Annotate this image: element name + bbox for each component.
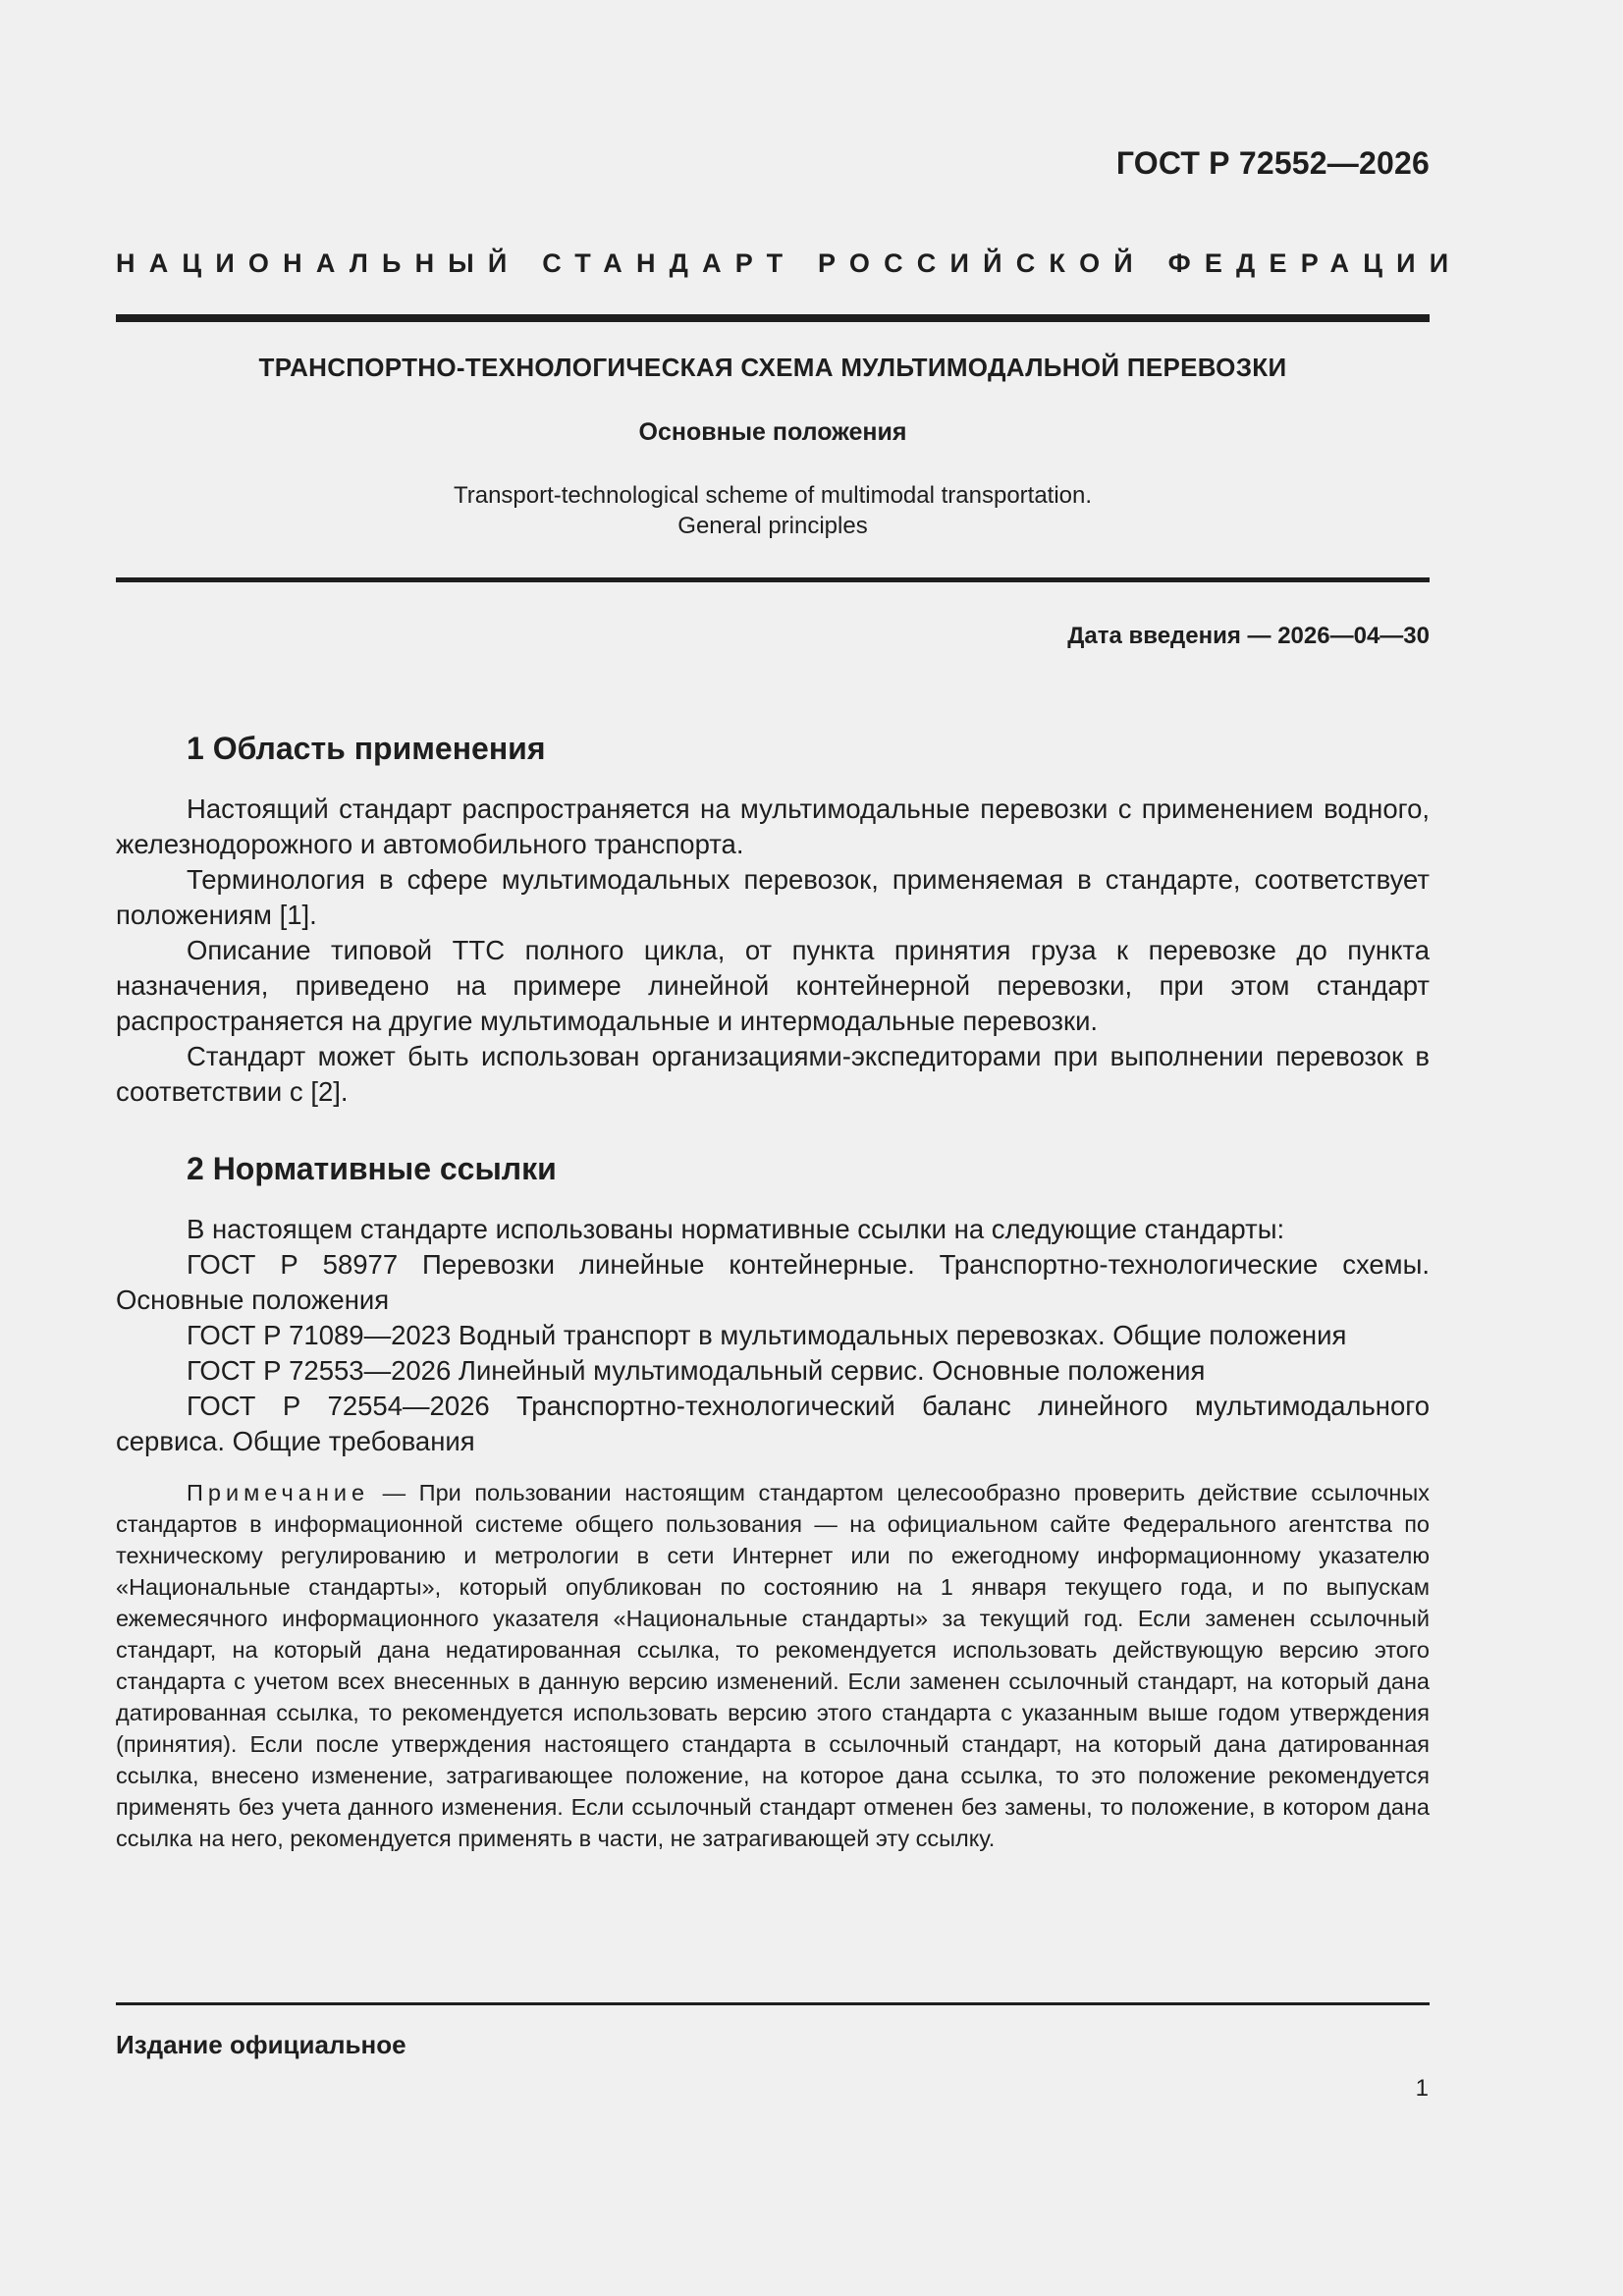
- document-subtitle: Основные положения: [638, 418, 907, 446]
- note-label: Примечание: [187, 1480, 370, 1505]
- reference-item: ГОСТ Р 72553—2026 Линейный мультимодальный сервис. Основные положения: [187, 1355, 1206, 1386]
- english-title-line1: Transport-technological scheme of multimodal transportation.: [453, 482, 1093, 509]
- section-2-intro: В настоящем стандарте использованы нормативные ссылки на следующие стандарты:: [187, 1214, 1285, 1244]
- note-text: — При пользовании настоящим стандартом целесообразно проверить действие ссылочных стандартов в информационной системе общего пользования — на официальном сайте Федерального агентства по техническому регулированию и метрологии в сети Интернет или по ежегодному информационному указателю «Национальные стандарты», который опубликован по состоянию на 1 января текущего года, и по выпускам ежемесячного информационного указателя «Национальные стандарты» за текущий год. Если заменен ссылочный стандарт, на который дана недатированная ссылка, то рекомендуется использовать действующую версию этого стандарта с учетом всех внесенных в данную версию изменений. Если заменен ссылочный стандарт, на который дана датированная ссылка, то рекомендуется использовать версию этого стандарта с указанным выше годом утверждения (принятия). Если после утверждения настоящего стандарта в ссылочный стандарт, на который дана датированная ссылка, внесено изменение, затрагивающее положение, на которое дана ссылка, то это положение рекомендуется применять без учета данного изменения. Если ссылочный стандарт отменен без замены, то положение, в котором дана ссылка на него, рекомендуется применять в части, не затрагивающей эту ссылку.: [116, 1480, 1430, 1851]
- reference-item: ГОСТ Р 72554—2026 Транспортно-технологический баланс линейного мультимодального сервиса. Общие требования: [116, 1391, 1430, 1456]
- top-thick-rule: [116, 314, 1430, 322]
- section-1-paragraph: Настоящий стандарт распространяется на мультимодальные перевозки с применением водного, железнодорожного и автомобильного транспорта.: [116, 793, 1430, 859]
- section-2-body: [116, 1212, 1430, 1459]
- section-1-heading: 1 Область применения: [187, 731, 546, 766]
- gost-number: ГОСТ Р 72552—2026: [1115, 145, 1430, 181]
- page-number: 1: [1415, 2075, 1429, 2102]
- title-bottom-rule: [116, 577, 1430, 582]
- section-1-paragraph: Описание типовой ТТС полного цикла, от пункта принятия груза к перевозке до пункта назначения, приведено на примере линейной контейнерной перевозки, при этом стандарт распространяется на другие мультимодальные и интермодальные перевозки.: [116, 935, 1430, 1036]
- official-edition-label: Издание официальное: [116, 2030, 406, 2059]
- reference-note: [116, 1477, 1430, 1854]
- note-paragraph: [116, 1477, 1430, 1854]
- org-title: НАЦИОНАЛЬНЫЙ СТАНДАРТ РОССИЙСКОЙ ФЕДЕРАЦИИ: [116, 248, 1463, 278]
- reference-item: ГОСТ Р 58977 Перевозки линейные контейнерные. Транспортно-технологические схемы. Основные положения: [116, 1249, 1430, 1315]
- section-1-paragraph: Терминология в сфере мультимодальных перевозок, применяемая в стандарте, соответствует положениям [1].: [116, 864, 1430, 930]
- section-1-paragraph: Стандарт может быть использован организациями-экспедиторами при выполнении перевозок в соответствии с [2].: [116, 1041, 1430, 1107]
- document-title: ТРАНСПОРТНО-ТЕХНОЛОГИЧЕСКАЯ СХЕМА МУЛЬТИМОДАЛЬНОЙ ПЕРЕВОЗКИ: [258, 353, 1287, 382]
- section-2-heading: 2 Нормативные ссылки: [187, 1151, 557, 1186]
- intro-date: Дата введения — 2026—04—30: [1067, 623, 1430, 649]
- section-1-body: [116, 792, 1430, 1110]
- english-title-line2: General principles: [677, 513, 868, 539]
- reference-item: ГОСТ Р 71089—2023 Водный транспорт в мультимодальных перевозках. Общие положения: [187, 1320, 1347, 1350]
- footer-rule: [116, 2002, 1430, 2005]
- english-title: [116, 480, 1430, 541]
